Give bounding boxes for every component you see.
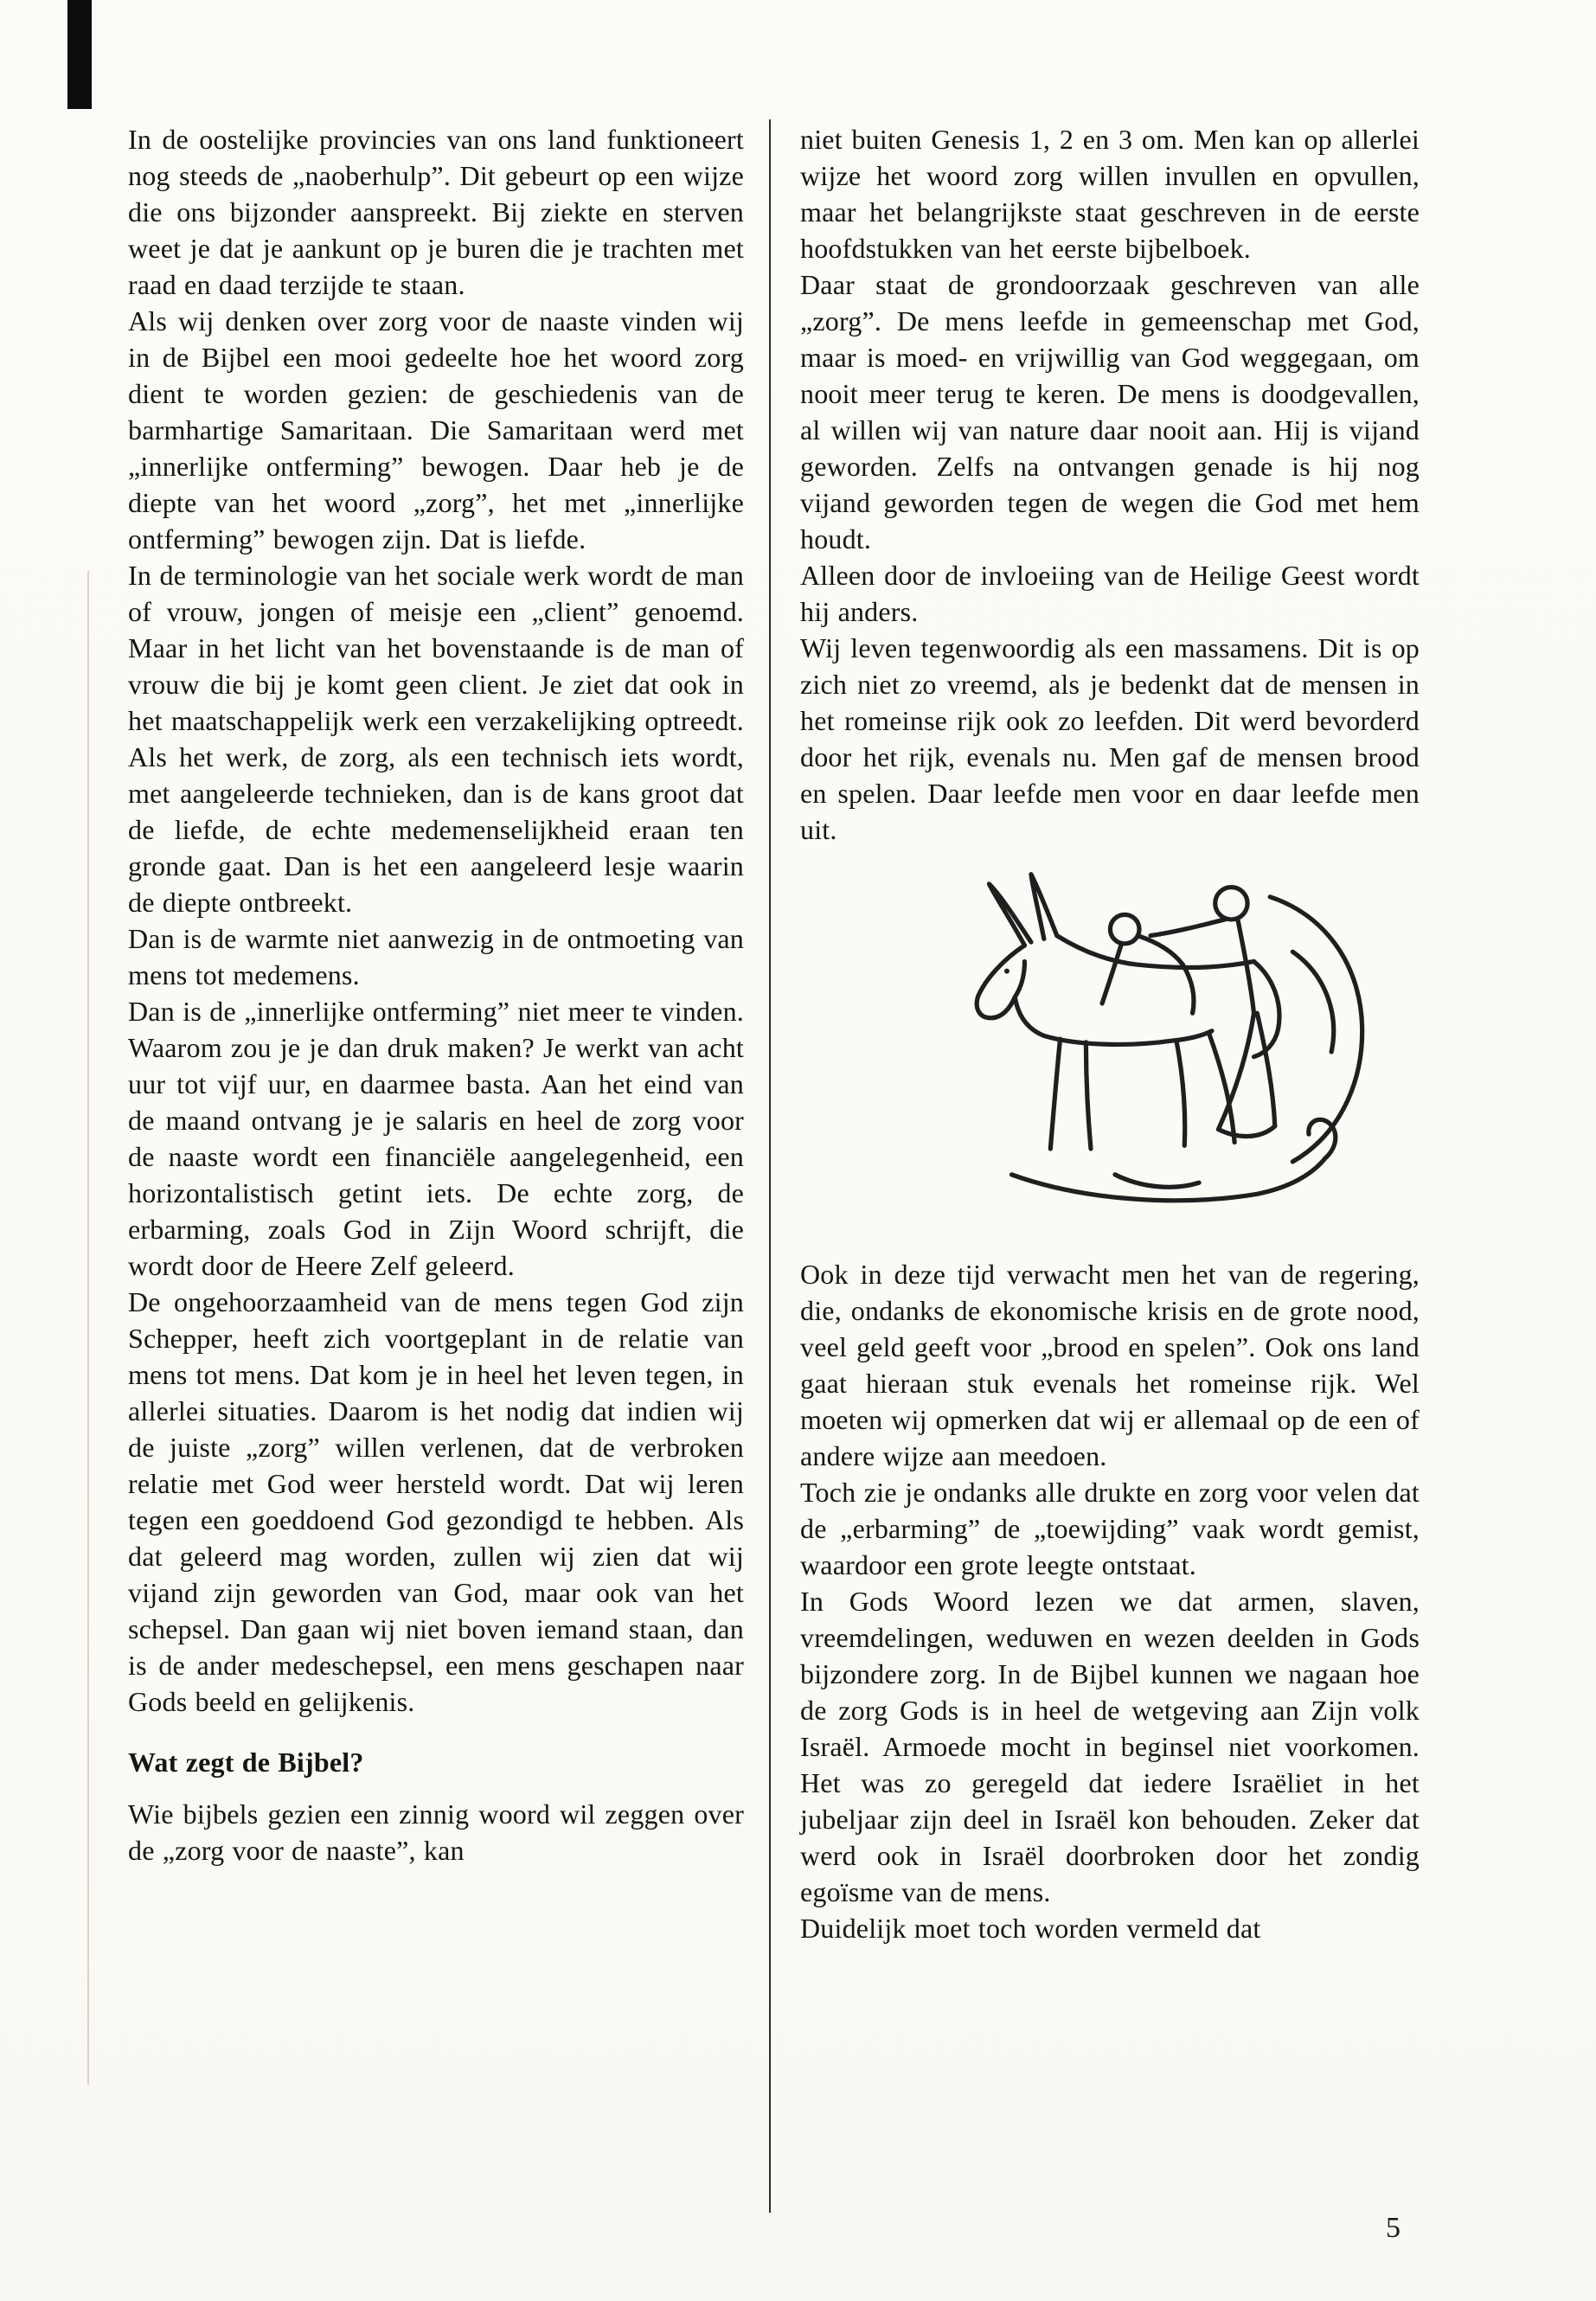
section-heading: Wat zegt de Bijbel?: [128, 1747, 364, 1778]
paragraph: Toch zie je ondanks alle drukte en zorg voor velen dat de „erbarming” de „toewijding” vaak wordt gemist, waardoor een grote leegte ontstaat.: [800, 1477, 1420, 1580]
paragraph: De ongehoorzaamheid van de mens tegen God zijn Schepper, heeft zich voortgeplant in de relatie van mens tot mens. Dat kom je in heel het leven tegen, in allerlei situaties. Daarom is het nodig dat indien wij de juiste „zorg” willen verlenen, dat de verbroken relatie met God weer hersteld wordt. Dat wij leren tegen een goeddoend God gezondigd te hebben. Als dat geleerd mag worden, zullen wij zien dat wij vijand zijn geworden van God, maar ook van het schepsel. Dan gaan wij niet boven iemand staan, dan is de ander medeschepsel, een mens geschapen naar Gods beeld en gelijkenis.: [128, 1286, 744, 1717]
paragraph: Daar staat de grondoorzaak geschreven van alle „zorg”. De mens leefde in gemeenschap met God, maar is moed- en vrijwillig van God weggegaan, om nooit meer terug te keren. De mens is doodgevallen, al willen wij van nature daar nooit aan. Hij is vijand geworden. Zelfs na ontvangen genade is hij nog vijand geworden tegen de wegen die God met hem houdt.: [800, 269, 1420, 554]
paragraph: Als wij denken over zorg voor de naaste vinden wij in de Bijbel een mooi gedeelte hoe het woord zorg dient te worden gezien: de geschiedenis van de barmhartige Samaritaan. Die Samaritaan werd met „innerlijke ontferming” bewogen. Daar heb je de diepte van het woord „zorg”, het met „innerlijke ontferming” bewogen zijn. Dat is liefde.: [128, 305, 744, 554]
good-samaritan-donkey-icon: [921, 858, 1406, 1246]
page-fold-line: [87, 571, 89, 2085]
paragraph: Alleen door de invloeiing van de Heilige Geest wordt hij anders.: [800, 560, 1420, 627]
paragraph: Wij leven tegenwoordig als een massamens. Dit is op zich niet zo vreemd, als je bedenkt dat de mensen in het romeinse rijk ook zo leefden. Dit werd bevorderd door het rijk, evenals nu. Men gaf de mensen brood en spelen. Daar leefde men voor en daar leefde men uit.: [800, 632, 1420, 845]
paragraph: Wie bijbels gezien een zinnig woord wil zeggen over de „zorg voor de naaste”, kan: [128, 1798, 744, 1866]
good-samaritan-illustration: [800, 848, 1420, 1256]
right-column: [800, 121, 1420, 1946]
paragraph: Duidelijk moet toch worden vermeld dat: [800, 1913, 1261, 1944]
binding-mark: [67, 0, 92, 109]
paragraph: In Gods Woord lezen we dat armen, slaven, vreemdelingen, weduwen en wezen deelden in Gods bijzondere zorg. In de Bijbel kunnen we nagaan hoe de zorg Gods is in heel de wetgeving aan Zijn volk Israël. Armoede mocht in beginsel niet voorkomen. Het was zo geregeld dat iedere Israëliet in het jubeljaar zijn deel in Israël kon behouden. Zeker dat werd ook in Israël doorbroken door het zondig egoïsme van de mens.: [800, 1586, 1420, 1907]
paragraph: Dan is de „innerlijke ontferming” niet meer te vinden. Waarom zou je je dan druk maken? Je werkt van acht uur tot vijf uur, en daarmee basta. Aan het eind van de maand ontvang je je salaris en heel de zorg voor de naaste wordt een financiële aangelegenheid, een horizontalistisch getint iets. De echte zorg, de erbarming, zoals God in Zijn Woord schrijft, die wordt door de Heere Zelf geleerd.: [128, 996, 744, 1281]
paragraph: niet buiten Genesis 1, 2 en 3 om. Men kan op allerlei wijze het woord zorg willen invullen en opvullen, maar het belangrijkste staat geschreven in de eerste hoofdstukken van het eerste bijbelboek.: [800, 124, 1420, 264]
paragraph: In de terminologie van het sociale werk wordt de man of vrouw, jongen of meisje een „client” genoemd. Maar in het licht van het bovenstaande is de man of vrouw die bij je komt geen client. Je ziet dat ook in het maatschappelijk werk een verzakelijking optreedt. Als het werk, de zorg, als een technisch iets wordt, met aangeleerde technieken, dan is de kans groot dat de liefde, de echte medemenselijkheid eraan ten gronde gaat. Dan is het een aangeleerd lesje waarin de diepte ontbreekt.: [128, 560, 744, 918]
left-column: [128, 121, 744, 1868]
paragraph: Dan is de warmte niet aanwezig in de ontmoeting van mens tot medemens.: [128, 923, 744, 990]
page-number: 5: [1386, 2212, 1401, 2244]
paragraph: Ook in deze tijd verwacht men het van de regering, die, ondanks de ekonomische krisis en de grote nood, veel geld geeft voor „brood en spelen”. Ook ons land gaat hieraan stuk evenals het romeinse rijk. Wel moeten wij opmerken dat wij er allemaal op de een of andere wijze aan meedoen.: [800, 1259, 1420, 1471]
column-divider-rule: [769, 119, 771, 2213]
paragraph: In de oostelijke provincies van ons land funktioneert nog steeds de „naoberhulp”. Dit gebeurt op een wijze die ons bijzonder aanspreekt. Bij ziekte en sterven weet je dat je aankunt op je buren die je trachten met raad en daad terzijde te staan.: [128, 124, 744, 300]
